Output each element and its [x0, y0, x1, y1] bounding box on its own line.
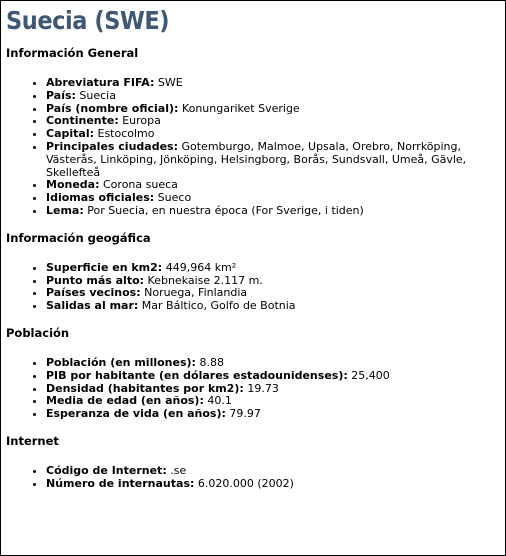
item-label: País (nombre oficial): — [46, 101, 179, 115]
item-value: 40.1 — [207, 394, 232, 408]
list-item — [46, 141, 500, 179]
item-value: 25,400 — [351, 368, 390, 382]
item-label: País: — [46, 88, 76, 102]
section-geographic-info — [6, 231, 500, 313]
item-value: 79.97 — [229, 407, 261, 421]
section-heading: Información General — [6, 46, 139, 60]
item-value: SWE — [157, 76, 183, 89]
item-value: 8.88 — [199, 355, 224, 369]
item-value: .se — [170, 463, 187, 477]
item-label: Principales ciudades: — [46, 139, 178, 153]
item-value: Mar Báltico, Golfo de Botnia — [141, 299, 296, 313]
item-label: Capital: — [46, 127, 94, 141]
section-population — [6, 326, 500, 421]
section-heading: Información geogáfica — [6, 230, 151, 245]
item-label: Abreviatura FIFA: — [46, 76, 155, 89]
item-value: 449,964 km² — [165, 260, 237, 274]
item-value: Europa — [122, 114, 161, 128]
item-label: Código de Internet: — [46, 463, 167, 477]
item-value: Por Suecia, en nuestra época (For Sverige, i tiden) — [87, 203, 364, 217]
item-label: Lema: — [46, 203, 84, 217]
item-label: Salidas al mar: — [46, 299, 139, 313]
page-title: Suecia (SWE) — [6, 6, 170, 35]
list-item — [46, 300, 500, 313]
list-item — [46, 478, 500, 491]
item-label: Moneda: — [46, 178, 100, 192]
item-value: Suecia — [79, 88, 116, 102]
section-heading: Internet — [6, 433, 59, 448]
item-value: Estocolmo — [97, 127, 155, 141]
item-value: Noruega, Finlandia — [144, 286, 248, 300]
item-label: Población (en millones): — [46, 355, 196, 369]
item-label: Continente: — [46, 114, 119, 128]
item-label: Densidad (habitantes por km2): — [46, 381, 244, 395]
item-value: 6.020.000 (2002) — [197, 476, 294, 490]
item-value: 19.73 — [247, 381, 279, 395]
info-list — [6, 77, 500, 218]
item-label: Número de internautas: — [46, 476, 195, 490]
info-list — [6, 262, 500, 313]
item-label: Media de edad (en años): — [46, 394, 204, 408]
info-list — [6, 357, 500, 421]
item-label: Superficie en km2: — [46, 260, 163, 274]
section-internet — [6, 434, 500, 491]
item-label: PIB por habitante (en dólares estadounidenses): — [46, 368, 348, 382]
item-value: Konungariket Sverige — [181, 101, 300, 115]
item-label: Esperanza de vida (en años): — [46, 407, 226, 421]
section-general-info — [6, 46, 500, 218]
list-item — [46, 408, 500, 421]
item-value: Kebnekaise 2.117 m. — [147, 273, 263, 287]
item-label: Países vecinos: — [46, 286, 141, 300]
info-list — [6, 465, 500, 491]
section-heading: Población — [6, 325, 70, 340]
item-label: Idiomas oficiales: — [46, 191, 155, 205]
list-item — [46, 205, 500, 218]
item-value: Sueco — [157, 191, 192, 205]
item-value: Gotemburgo, Malmoe, Upsala, Orebro, Norrköping, Västerås, Linköping, Jönköping, Helsingborg, Borås, Sundsvall, Umeå, Gävle, Skellefteå — [46, 139, 467, 179]
item-value: Corona sueca — [103, 178, 178, 192]
item-label: Punto más alto: — [46, 273, 145, 287]
